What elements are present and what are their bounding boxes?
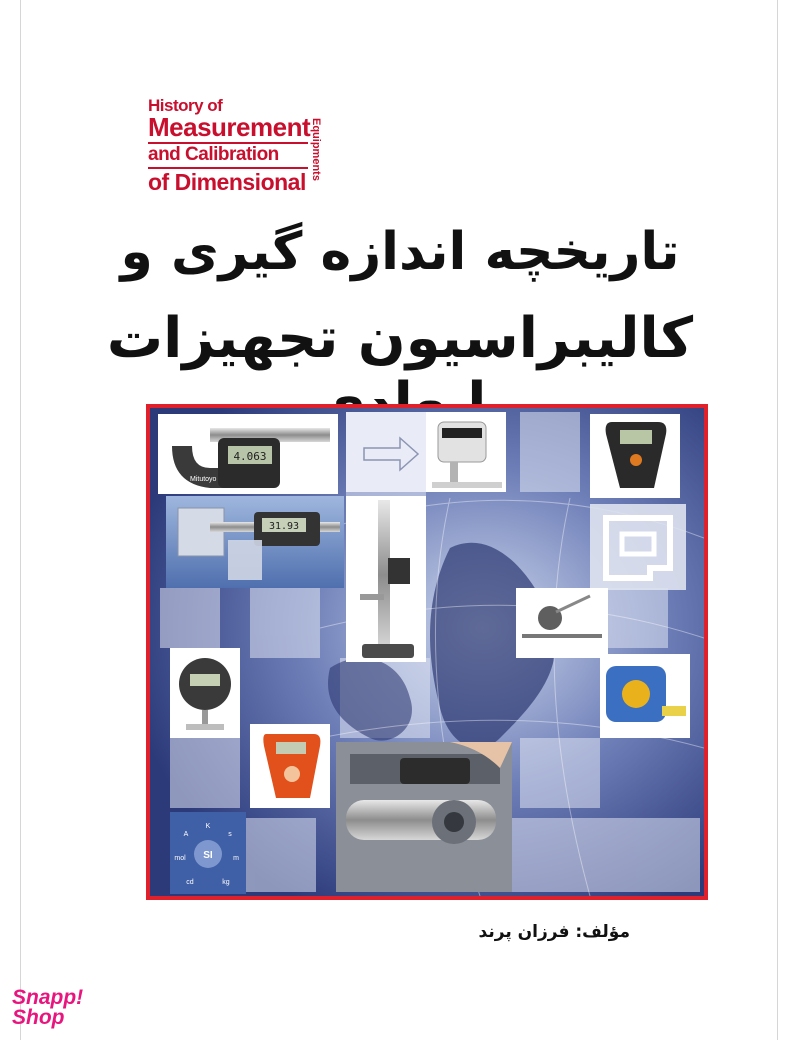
english-title-line-2: Measurement (148, 112, 311, 142)
caliper-tile (166, 496, 344, 588)
cover-collage (150, 408, 704, 896)
si-unit-label: s (228, 831, 232, 838)
si-units-tile (170, 812, 246, 894)
si-unit-label: m (233, 855, 239, 862)
english-title-line-1: History of (148, 96, 223, 115)
author-credit: مؤلف: فرزان پرند (478, 922, 630, 942)
logo-line-1: Snapp! (12, 986, 84, 1009)
english-title-line-3: and Calibration (148, 144, 279, 165)
svg-text:4.063: 4.063 (233, 450, 267, 463)
si-unit-label: A (183, 831, 189, 838)
si-unit-label: mol (174, 855, 186, 862)
english-title-line-4: of Dimensional (148, 169, 306, 195)
bench-instrument-tile (426, 412, 506, 492)
orange-gauge-tile (250, 724, 330, 808)
persian-title-line-1: تاریخچه اندازه گیری و (120, 222, 680, 282)
english-title-vertical: Equipments (310, 117, 322, 181)
arrow-tile (346, 412, 426, 492)
standard-logo-tile (590, 504, 686, 590)
digital-indicator-tile (170, 648, 240, 738)
english-title-block (148, 96, 338, 202)
svg-text:SI: SI (203, 850, 213, 861)
logo-line-2: Shop (12, 1006, 65, 1029)
protractor-tile (516, 588, 608, 658)
si-unit-label: cd (186, 879, 194, 886)
persian-title-line-2: کالیبراسیون تجهیزات (106, 306, 694, 371)
snappshop-logo (12, 988, 98, 1032)
tape-measure-tile (600, 654, 690, 738)
si-unit-label: kg (222, 879, 230, 886)
si-unit-label: K (205, 823, 211, 830)
micrometer-tile (158, 414, 338, 494)
svg-text:31.93: 31.93 (268, 521, 300, 532)
cover-image-frame (146, 404, 708, 900)
machining-photo (336, 742, 512, 892)
coating-gauge-tile (590, 414, 680, 498)
svg-text:Mitutoyo: Mitutoyo (190, 476, 217, 483)
height-gauge-tile (346, 496, 426, 662)
